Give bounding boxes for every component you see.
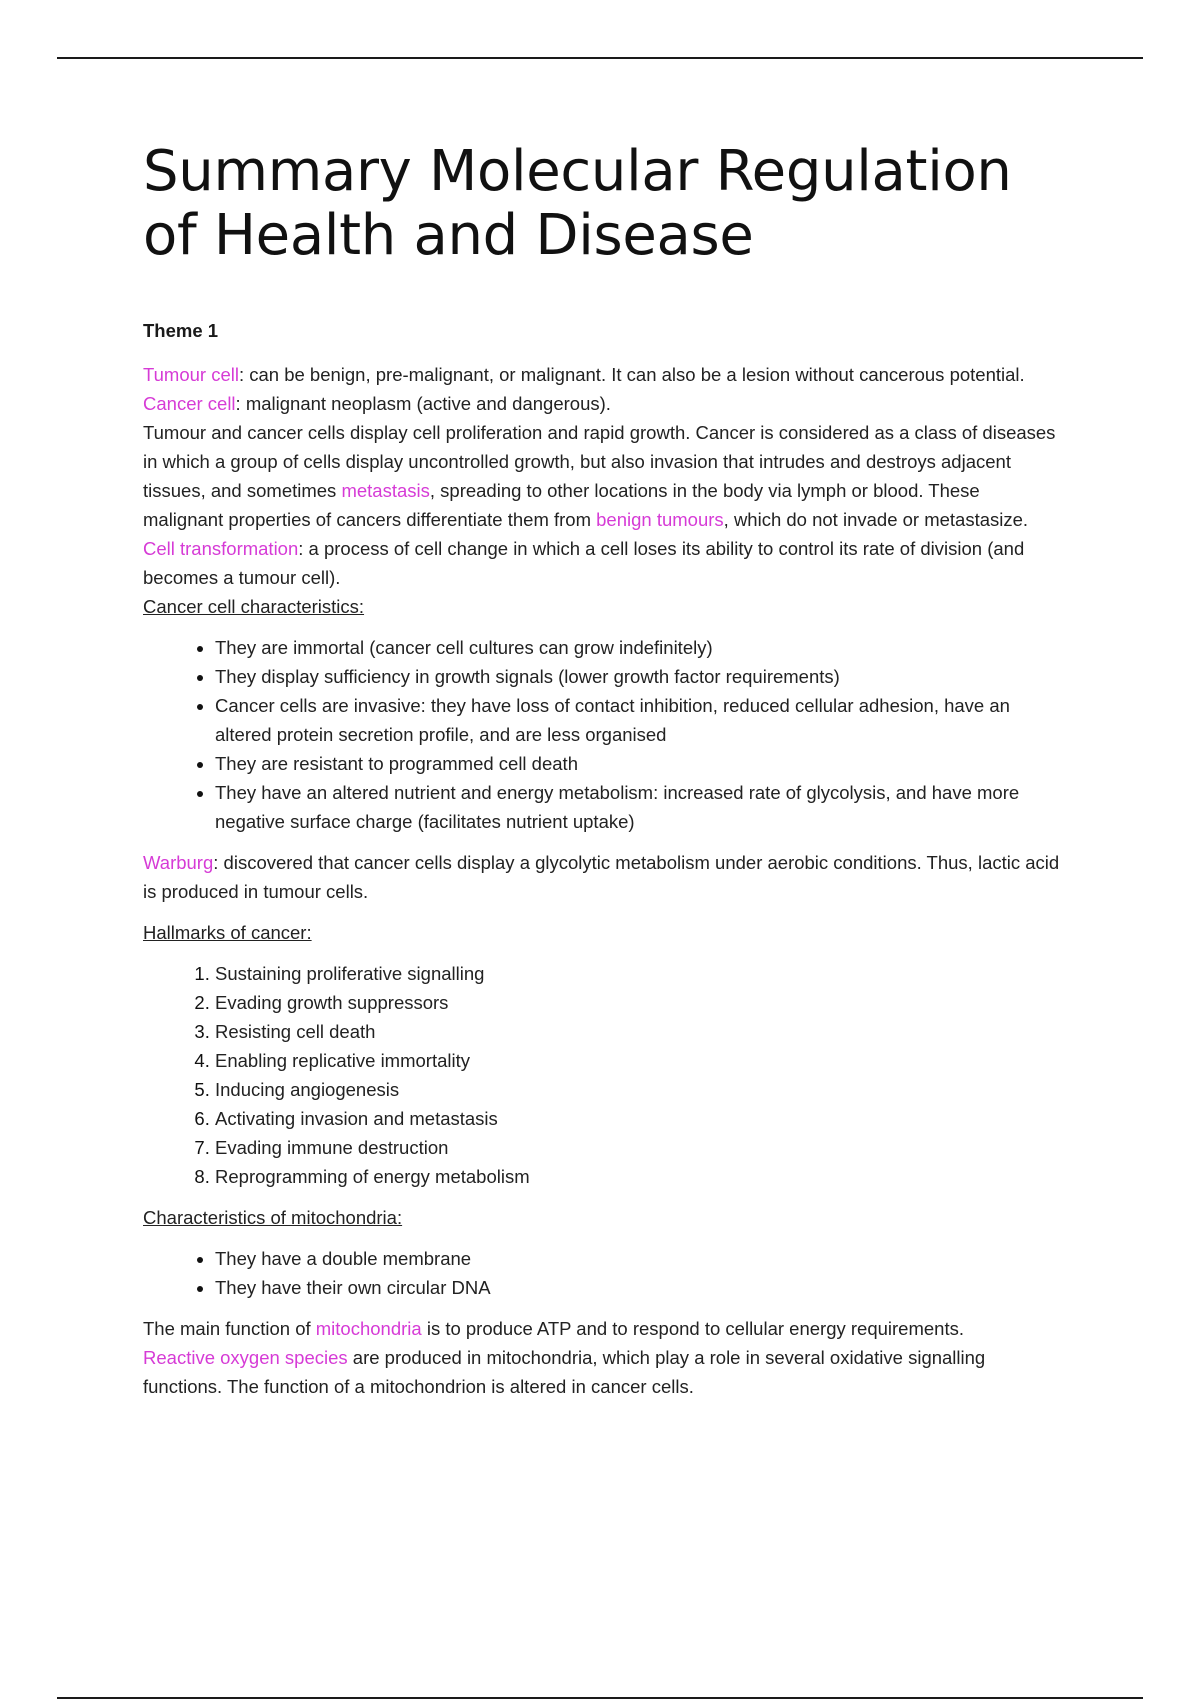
- hallmarks-list: [143, 959, 1063, 1191]
- cancer-paragraph-part3: , which do not invade or metastasize.: [723, 509, 1029, 530]
- ros-paragraph: [143, 1343, 1063, 1401]
- warburg-text: : discovered that cancer cells display a glycolytic metabolism under aerobic conditions. Thus, lactic acid is produced in tumour cells.: [143, 852, 1060, 902]
- term-cell-transformation: Cell transformation: [143, 538, 299, 559]
- cell-transformation-definition: [143, 534, 1063, 592]
- ros-text: are produced in mitochondria, which play a role in several oxidative signalling functions. The function of a mitochondrion is altered in cancer cells.: [143, 1347, 986, 1397]
- cancer-characteristics-heading: Cancer cell characteristics:: [143, 596, 365, 617]
- list-item: 1. Sustaining proliferative signalling: [215, 959, 1063, 988]
- list-item: 8. Reprogramming of energy metabolism: [215, 1162, 1063, 1191]
- list-item: • Cancer cells are invasive: they have loss of contact inhibition, reduced cellular adhesion, have an altered protein secretion profile, and are less organised: [215, 691, 1063, 749]
- hallmarks-heading: Hallmarks of cancer:: [143, 922, 312, 943]
- mitochondria-function-paragraph: [143, 1314, 1063, 1343]
- term-benign-tumours: benign tumours: [596, 509, 724, 530]
- list-item: • They have a double membrane: [215, 1244, 1063, 1273]
- page-title: Summary Molecular Regulation of Health and Disease: [143, 139, 1012, 268]
- cancer-characteristics-list: [143, 633, 1063, 836]
- list-item: • They have their own circular DNA: [215, 1273, 1063, 1302]
- mitochondria-list: [143, 1244, 1063, 1302]
- mitochondria-text-1: The main function of: [143, 1318, 316, 1339]
- term-warburg: Warburg: [143, 852, 214, 873]
- cancer-paragraph-part1: Tumour and cancer cells display cell proliferation and rapid growth. Cancer is considered as a class of diseases in which a group of cells display uncontrolled growth, but also invasion that intrudes and destroys adjacent tissues, and sometimes: [143, 422, 1056, 501]
- warburg-paragraph: [143, 848, 1063, 906]
- mitochondria-text-2: is to produce ATP and to respond to cellular energy requirements.: [421, 1318, 964, 1339]
- document-page: [143, 140, 1063, 1401]
- cell-transformation-text: : a process of cell change in which a cell loses its ability to control its rate of division (and becomes a tumour cell).: [143, 538, 1025, 588]
- term-reactive-oxygen-species: Reactive oxygen species: [143, 1347, 348, 1368]
- list-item: 5. Inducing angiogenesis: [215, 1075, 1063, 1104]
- term-tumour-cell: Tumour cell: [143, 364, 239, 385]
- cancer-paragraph-part2: , spreading to other locations in the body via lymph or blood. These malignant properties of cancers differentiate them from: [143, 480, 980, 530]
- mitochondria-heading: Characteristics of mitochondria:: [143, 1207, 403, 1228]
- tumour-cell-text: : can be benign, pre-malignant, or malignant. It can also be a lesion without cancerous potential.: [238, 364, 1025, 385]
- term-mitochondria: mitochondria: [315, 1318, 422, 1339]
- tumour-cell-definition: [143, 360, 1063, 389]
- top-rule: [57, 57, 1143, 59]
- list-item: • They are immortal (cancer cell cultures can grow indefinitely): [215, 633, 1063, 662]
- list-item: 3. Resisting cell death: [215, 1017, 1063, 1046]
- cancer-cell-text: : malignant neoplasm (active and dangerous).: [235, 393, 611, 414]
- list-item: 2. Evading growth suppressors: [215, 988, 1063, 1017]
- term-cancer-cell: Cancer cell: [143, 393, 236, 414]
- list-item: 4. Enabling replicative immortality: [215, 1046, 1063, 1075]
- intro-section: [143, 360, 1063, 621]
- bottom-rule: [57, 1697, 1143, 1699]
- cancer-cell-definition: [143, 389, 1063, 418]
- list-item: • They display sufficiency in growth signals (lower growth factor requirements): [215, 662, 1063, 691]
- theme-heading: Theme 1: [143, 320, 219, 341]
- cancer-paragraph: [143, 418, 1063, 534]
- list-item: 6. Activating invasion and metastasis: [215, 1104, 1063, 1133]
- list-item: • They have an altered nutrient and energy metabolism: increased rate of glycolysis, and have more negative surface charge (facilitates nutrient uptake): [215, 778, 1063, 836]
- list-item: • They are resistant to programmed cell death: [215, 749, 1063, 778]
- list-item: 7. Evading immune destruction: [215, 1133, 1063, 1162]
- term-metastasis: metastasis: [341, 480, 430, 501]
